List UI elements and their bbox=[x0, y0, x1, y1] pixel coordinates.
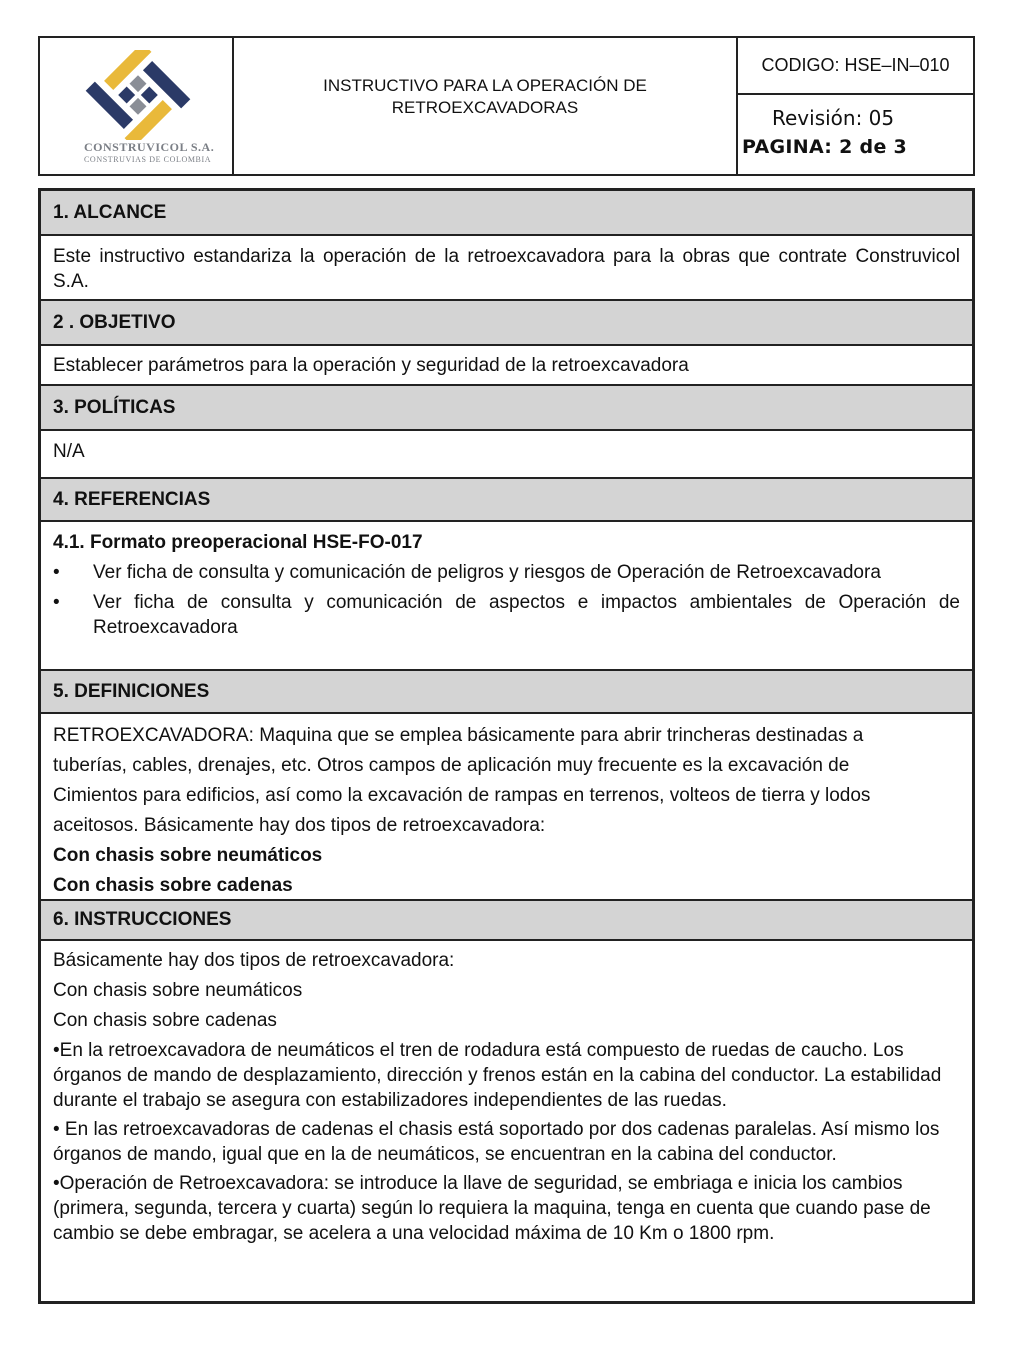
section-text-objetivo: Establecer parámetros para la operación y seguridad de la retroexcavadora bbox=[41, 346, 972, 386]
logo-cell bbox=[40, 38, 234, 174]
title-line-1: INSTRUCTIVO PARA LA OPERACIÓN DE bbox=[323, 76, 647, 95]
document-code: CODIGO: HSE–IN–010 bbox=[738, 38, 973, 95]
section-title: 2 . OBJETIVO bbox=[53, 311, 176, 333]
instruction-line: Con chasis sobre neumáticos bbox=[53, 980, 303, 1001]
logo-tagline: CONSTRUVIAS DE COLOMBIA bbox=[84, 155, 212, 164]
section-content-definiciones bbox=[41, 714, 972, 901]
definition-line: RETROEXCAVADORA: Maquina que se emplea básicamente para abrir trincheras destinadas a bbox=[53, 725, 864, 746]
section-title: 4. REFERENCIAS bbox=[53, 488, 211, 510]
definition-line: aceitosos. Básicamente hay dos tipos de retroexcavadora: bbox=[53, 815, 546, 836]
section-title: 3. POLÍTICAS bbox=[53, 396, 176, 418]
section-content-instrucciones bbox=[41, 941, 972, 1301]
section-heading-alcance bbox=[41, 191, 972, 236]
instruction-paragraph: •Operación de Retroexcavadora: se introduce la llave de seguridad, se embriaga e inicia los cambios (primera, segunda, tercera y cuarta) según lo requiera la maquina, tenga en cuenta que cuando pase de cambio se debe embragar, se acelera a una velocidad máxima de 10 Km o 1800 rpm. bbox=[53, 1173, 931, 1244]
section-title: 6. INSTRUCCIONES bbox=[53, 909, 232, 930]
meta-cell bbox=[738, 38, 973, 174]
section-heading-objetivo bbox=[41, 301, 972, 346]
list-item-text: Ver ficha de consulta y comunicación de peligros y riesgos de Operación de Retroexcavadora bbox=[93, 562, 881, 583]
definition-bold-line: Con chasis sobre neumáticos bbox=[53, 845, 323, 866]
logo-company-name: CONSTRUVICOL S.A. bbox=[84, 140, 215, 154]
section-heading-referencias bbox=[41, 479, 972, 522]
document-header bbox=[38, 36, 975, 176]
document-body bbox=[38, 188, 975, 1304]
instruction-line: Básicamente hay dos tipos de retroexcavadora: bbox=[53, 950, 455, 971]
list-item bbox=[53, 560, 960, 585]
company-logo-icon bbox=[82, 50, 194, 140]
instruction-paragraph: •En la retroexcavadora de neumáticos el tren de rodadura está compuesto de ruedas de caucho. Los órganos de mando de desplazamiento, dirección y frenos están en la cabina del conductor. La estabilidad durante el trabajo se asegura con estabilizadores independientes de las ruedas. bbox=[53, 1040, 942, 1111]
document-title bbox=[323, 75, 647, 119]
definition-bold-line: Con chasis sobre cadenas bbox=[53, 875, 293, 896]
definition-line: Cimientos para edificios, así como la excavación de rampas en terrenos, volteos de tierra y lodos bbox=[53, 785, 871, 806]
title-line-2: RETROEXCAVADORAS bbox=[391, 98, 579, 117]
definition-line: tuberías, cables, drenajes, etc. Otros campos de aplicación muy frecuente es la excavación de bbox=[53, 755, 850, 776]
instruction-paragraph: • En las retroexcavadoras de cadenas el chasis está soportado por dos cadenas paralelas. Así mismo los órganos de mando, igual que en la de neumáticos, se encuentran en la cabina del conductor. bbox=[53, 1119, 940, 1165]
bullet-icon: • bbox=[53, 592, 60, 613]
bullet-icon: • bbox=[53, 562, 60, 583]
list-item bbox=[53, 590, 960, 640]
revision-label: Revisión: 05 bbox=[772, 106, 895, 130]
section-heading-politicas bbox=[41, 386, 972, 431]
list-item-text: Ver ficha de consulta y comunicación de aspectos e impactos ambientales de Operación de Retroexcavadora bbox=[93, 592, 960, 638]
section-title: 5. DEFINICIONES bbox=[53, 680, 210, 702]
section-title: 1. ALCANCE bbox=[53, 201, 167, 223]
title-cell bbox=[234, 38, 738, 174]
page-label: PAGINA: 2 de 3 bbox=[742, 136, 908, 158]
references-subheading: 4.1. Formato preoperacional HSE-FO-017 bbox=[53, 532, 423, 553]
section-text-politicas: N/A bbox=[41, 431, 972, 479]
section-text-alcance: Este instructivo estandariza la operación de la retroexcavadora para la obras que contrate Construvicol S.A. bbox=[41, 236, 972, 301]
instruction-line: Con chasis sobre cadenas bbox=[53, 1010, 277, 1031]
section-heading-definiciones bbox=[41, 671, 972, 714]
section-heading-instrucciones bbox=[41, 901, 972, 941]
section-content-referencias bbox=[41, 522, 972, 671]
